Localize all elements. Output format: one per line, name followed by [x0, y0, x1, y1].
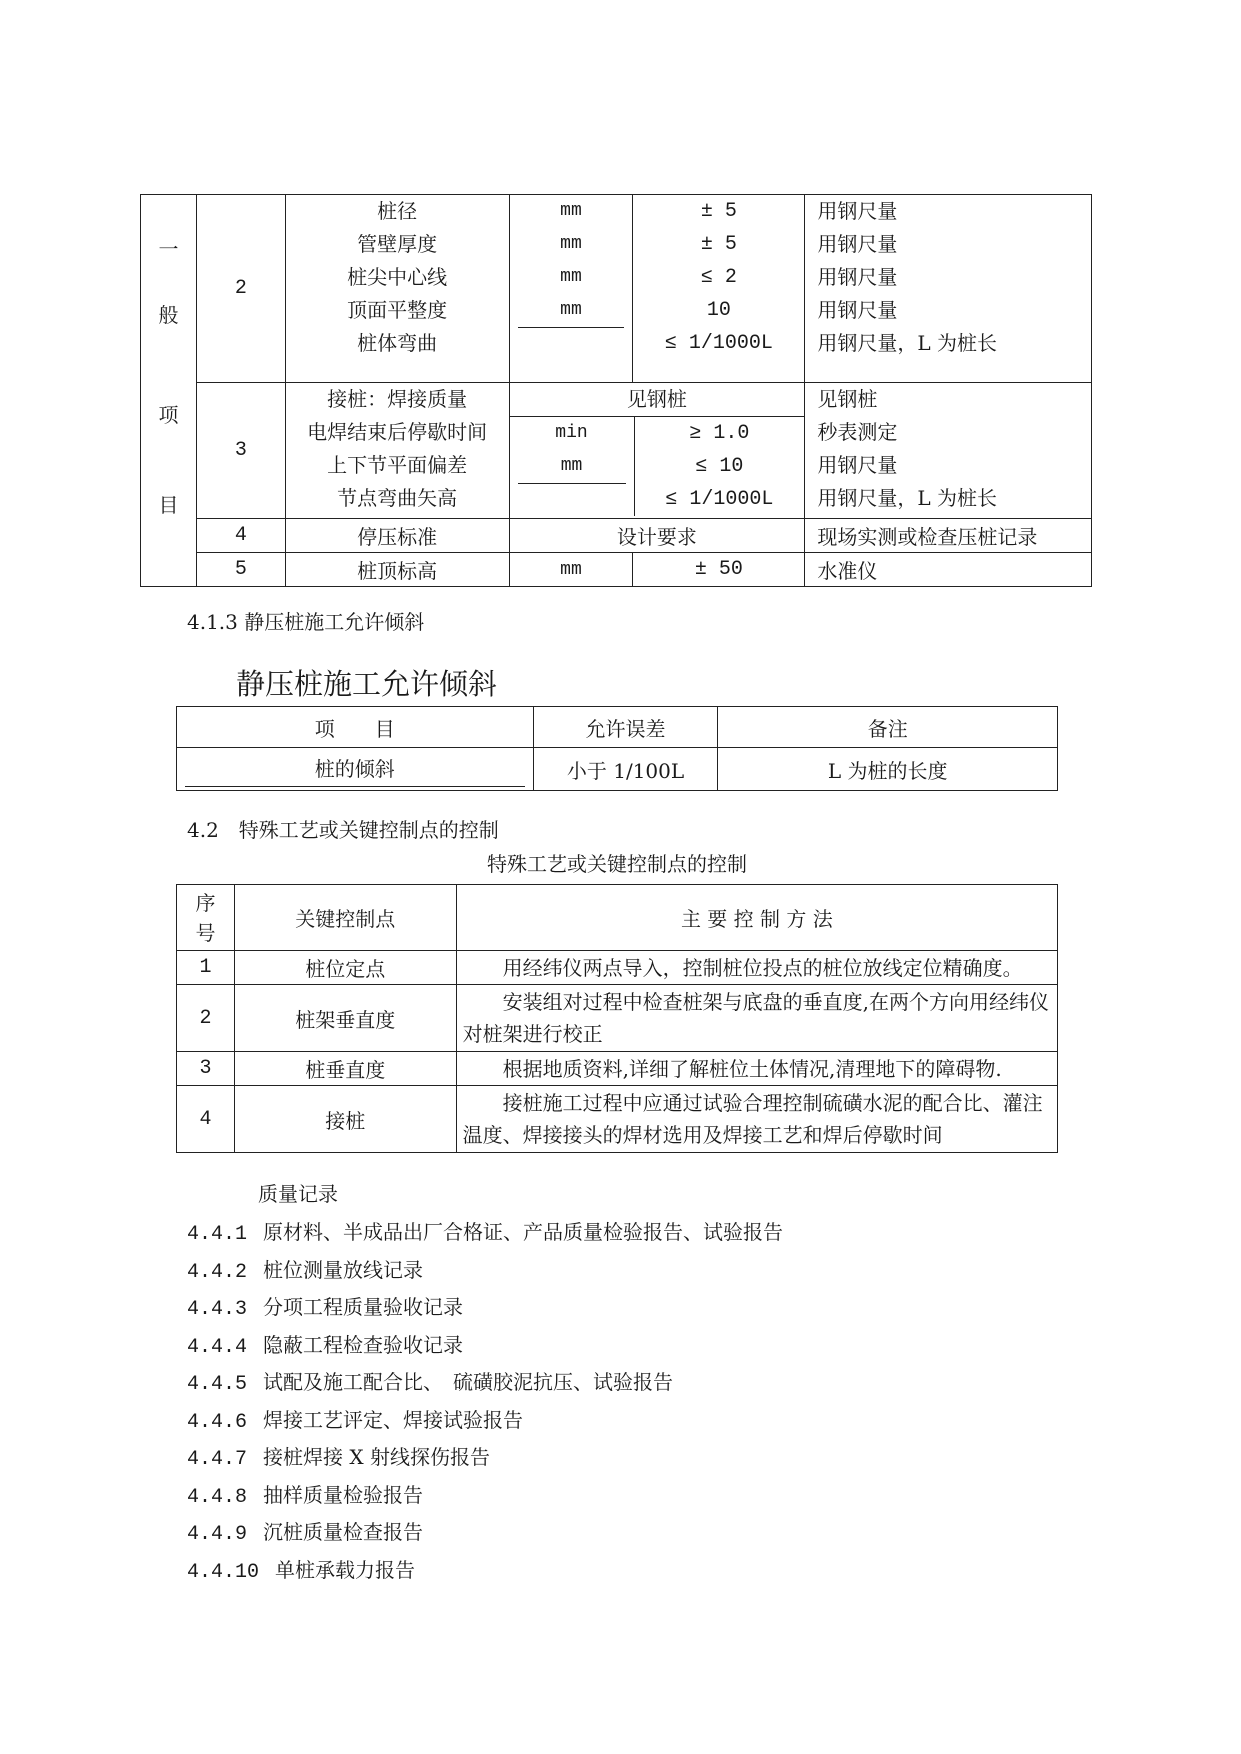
tilt-table — [176, 706, 1058, 791]
row-number: 2 — [196, 195, 285, 383]
item-name: 管壁厚度 — [357, 232, 438, 256]
unit-value: mm — [509, 553, 633, 587]
method-text: 用钢尺量 — [817, 265, 898, 289]
weld-quality-cell — [509, 383, 805, 519]
method-text: 用钢尺量，L 为桩长 — [817, 486, 997, 510]
method-text: 秒表测定 — [817, 420, 898, 444]
list-item — [187, 1406, 783, 1444]
record-number: 4.4.1 — [187, 1223, 248, 1246]
tolerance-value: ≥ 1.0 — [689, 422, 750, 445]
table-row — [177, 985, 1058, 1052]
record-text: 焊接工艺评定、焊接试验报告 — [263, 1407, 523, 1432]
row-number: 5 — [196, 553, 285, 587]
tolerance-value: ≤ 2 — [700, 266, 737, 289]
item-name: 节点弯曲矢高 — [337, 486, 458, 510]
list-item — [187, 1368, 783, 1406]
control-point: 桩位定点 — [234, 951, 456, 985]
record-text: 试配及施工配合比、 硫磺胶泥抗压、试验报告 — [263, 1370, 673, 1394]
tolerance-value: ≤ 10 — [695, 455, 744, 478]
item-list — [285, 195, 509, 383]
control-point: 接桩 — [234, 1086, 456, 1153]
item-name: 桩体弯曲 — [357, 331, 438, 355]
row-number: 3 — [177, 1052, 235, 1086]
method-text: 现场实测或检查压桩记录 — [805, 519, 1092, 553]
category-cell — [141, 195, 197, 587]
record-text: 抽样质量检验报告 — [263, 1482, 423, 1507]
record-text: 单桩承载力报告 — [275, 1557, 415, 1582]
list-item — [187, 1518, 783, 1556]
unit-value: mm — [518, 294, 625, 328]
table-row — [177, 951, 1058, 985]
method-text: 见钢桩 — [817, 387, 878, 411]
record-text: 隐蔽工程检查验收记录 — [263, 1332, 463, 1357]
record-text: 接桩焊接 X 射线探伤报告 — [263, 1445, 490, 1469]
records-list — [187, 1218, 783, 1593]
unit-value: mm — [518, 450, 626, 484]
data-cell — [177, 748, 534, 791]
item-name: 桩径 — [377, 199, 418, 223]
category-char: 项 — [158, 403, 179, 427]
record-number: 4.4.3 — [187, 1298, 248, 1321]
record-number: 4.4.2 — [187, 1260, 248, 1284]
method-text: 用钢尺量 — [817, 453, 898, 477]
list-item — [187, 1256, 783, 1294]
standard-value: 设计要求 — [509, 519, 805, 553]
list-item — [187, 1293, 783, 1331]
record-text: 桩位测量放线记录 — [263, 1257, 423, 1282]
header-cell: 序 号 — [177, 885, 235, 951]
category-char: 般 — [158, 303, 179, 327]
tolerance-value: 10 — [706, 299, 731, 322]
section-heading-413: 4.1.3 静压桩施工允许倾斜 — [187, 610, 425, 634]
row-number: 4 — [177, 1086, 235, 1153]
unit-value: mm — [560, 267, 582, 287]
table-title: 静压桩施工允许倾斜 — [236, 667, 498, 701]
item-name: 顶面平整度 — [347, 298, 448, 322]
row-number: 1 — [177, 951, 235, 985]
tolerance-value: ± 5 — [700, 200, 737, 223]
control-point: 桩垂直度 — [234, 1052, 456, 1086]
tolerance-value: ± 5 — [700, 233, 737, 256]
unit-value: mm — [560, 201, 582, 221]
section-heading-42: 4.2 特殊工艺或关键控制点的控制 — [187, 818, 499, 842]
category-char: 目 — [158, 493, 179, 517]
tolerance-value: ≤ 1/1000L — [664, 332, 773, 355]
record-text: 沉桩质量检查报告 — [263, 1520, 423, 1544]
header-cell: 项 目 — [177, 707, 534, 748]
list-item — [187, 1481, 783, 1519]
control-method: 用经纬仪两点导入，控制桩位投点的桩位放线定位精确度。 — [456, 951, 1057, 985]
header-cell: 备注 — [718, 707, 1058, 748]
record-text: 分项工程质量验收记录 — [263, 1295, 463, 1319]
table-row — [177, 1086, 1058, 1153]
item-name: 桩尖中心线 — [347, 265, 448, 289]
record-number: 4.4.5 — [187, 1373, 248, 1396]
row-number: 2 — [177, 985, 235, 1052]
item-list — [285, 383, 509, 519]
header-cell: 主 要 控 制 方 法 — [456, 885, 1057, 951]
row-number: 3 — [196, 383, 285, 519]
record-number: 4.4.9 — [187, 1523, 248, 1546]
record-number: 4.4.10 — [187, 1560, 260, 1584]
table-title: 特殊工艺或关键控制点的控制 — [487, 852, 747, 876]
unit-value: mm — [560, 234, 582, 254]
record-number: 4.4.8 — [187, 1485, 248, 1509]
unit-value — [518, 328, 625, 361]
record-number: 4.4.6 — [187, 1410, 248, 1434]
item-name: 电焊结束后停歇时间 — [307, 420, 488, 444]
item-name: 接桩：焊接质量 — [327, 387, 468, 411]
header-cell: 允许误差 — [533, 707, 718, 748]
quality-records-heading: 质量记录 — [258, 1182, 338, 1206]
unit-list — [509, 195, 633, 383]
control-method: 安装组对过程中检查桩架与底盘的垂直度,在两个方向用经纬仪对桩架进行校正 — [456, 985, 1057, 1052]
table-row — [177, 1052, 1058, 1086]
unit-value — [518, 483, 626, 516]
item-name: 桩顶标高 — [285, 553, 509, 587]
list-item — [187, 1218, 783, 1256]
method-text: 用钢尺量，L 为桩长 — [817, 331, 997, 355]
record-number: 4.4.7 — [187, 1448, 248, 1471]
tolerance-list — [633, 195, 805, 383]
control-method: 接桩施工过程中应通过试验合理控制硫磺水泥的配合比、灌注温度、焊接接头的焊材选用及焊接工艺和焊后停歇时间 — [456, 1086, 1057, 1153]
data-cell: L 为桩的长度 — [718, 748, 1058, 791]
control-method: 根据地质资料,详细了解桩位土体情况,清理地下的障碍物. — [456, 1052, 1057, 1086]
list-item — [187, 1443, 783, 1481]
method-text: 水准仪 — [805, 553, 1092, 587]
unit-value: min — [555, 423, 588, 443]
item-name: 停压标准 — [285, 519, 509, 553]
control-point: 桩架垂直度 — [234, 985, 456, 1052]
control-points-table — [176, 884, 1058, 1153]
method-text: 用钢尺量 — [817, 232, 898, 256]
method-list — [805, 195, 1092, 383]
record-text: 原材料、半成品出厂合格证、产品质量检验报告、试验报告 — [263, 1220, 783, 1244]
header-cell: 关键控制点 — [234, 885, 456, 951]
tilt-item: 桩的倾斜 — [185, 752, 525, 787]
list-item — [187, 1556, 783, 1594]
weld-quality-value: 见钢桩 — [510, 383, 805, 417]
record-number: 4.4.4 — [187, 1335, 248, 1359]
method-list — [805, 383, 1092, 519]
row-number: 4 — [196, 519, 285, 553]
data-cell: 小于 1/100L — [533, 748, 718, 791]
list-item — [187, 1331, 783, 1369]
method-text: 用钢尺量 — [817, 298, 898, 322]
pile-tolerance-table — [140, 194, 1092, 587]
method-text: 用钢尺量 — [817, 199, 898, 223]
item-name: 上下节平面偏差 — [327, 453, 468, 477]
tolerance-value: ≤ 1/1000L — [665, 488, 774, 511]
tolerance-value: ± 50 — [633, 553, 805, 587]
category-char: 一 — [158, 237, 179, 261]
